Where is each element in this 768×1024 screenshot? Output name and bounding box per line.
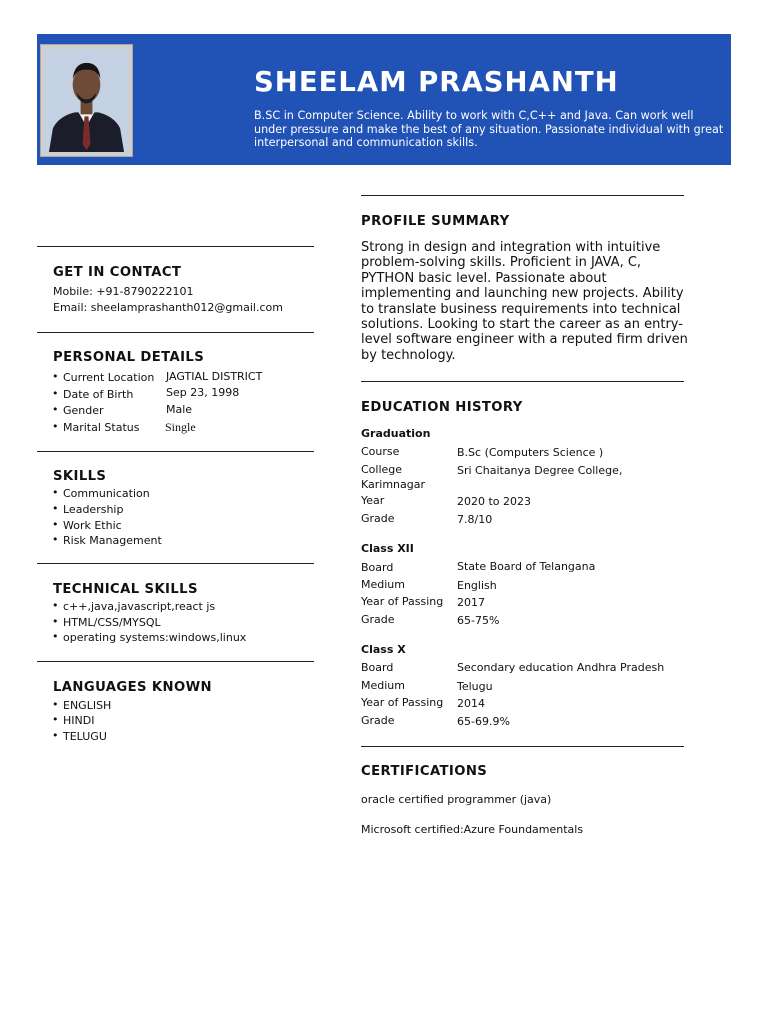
personal-heading: PERSONAL DETAILS — [53, 350, 205, 365]
personal-label-gender: • Gender — [63, 404, 104, 417]
edu-label-grade: Grade — [361, 714, 395, 727]
edu-college-city: Karimnagar — [361, 478, 426, 491]
edu-value-medium: English — [457, 579, 497, 592]
class12-title: Class XII — [361, 542, 414, 555]
applicant-name: SHEELAM PRASHANTH — [254, 66, 619, 98]
contact-heading: GET IN CONTACT — [53, 265, 182, 280]
skill-item: • Work Ethic — [63, 519, 122, 532]
personal-value-dob: Sep 23, 1998 — [166, 386, 240, 399]
edu-value-college: Sri Chaitanya Degree College, — [457, 464, 623, 477]
edu-value-board: Secondary education Andhra Pradesh — [457, 661, 665, 674]
skill-item: • Communication — [63, 487, 150, 500]
personal-value-gender: Male — [166, 403, 193, 416]
technical-skill-item: • HTML/CSS/MYSQL — [63, 616, 161, 629]
technical-skill-item: • c++,java,javascript,react js — [63, 600, 215, 613]
edu-value-medium: Telugu — [457, 680, 493, 693]
class10-title: Class X — [361, 643, 406, 656]
divider — [37, 451, 314, 452]
divider — [37, 661, 314, 662]
contact-mobile: Mobile: +91-8790222101 — [53, 285, 194, 298]
certification-item: Microsoft certified:Azure Foundamentals — [361, 823, 584, 836]
divider — [37, 332, 314, 333]
edu-value-year: 2020 to 2023 — [457, 495, 532, 508]
edu-label-year-passing: Year of Passing — [361, 595, 444, 608]
edu-label-medium: Medium — [361, 679, 405, 692]
skill-item: • Leadership — [63, 503, 123, 516]
edu-value-year-passing: 2017 — [457, 596, 485, 609]
personal-label-location: • Current Location — [63, 371, 154, 384]
technical-skill-item: • operating systems:windows,linux — [63, 631, 246, 644]
education-heading: EDUCATION HISTORY — [361, 400, 523, 415]
certifications-heading: CERTIFICATIONS — [361, 764, 488, 779]
divider — [37, 563, 314, 564]
divider — [361, 381, 684, 382]
edu-value-course: B.Sc (Computers Science ) — [457, 446, 604, 459]
personal-label-marital: • Marital Status — [63, 421, 139, 434]
person-portrait-icon — [45, 49, 128, 152]
edu-label-year: Year — [361, 494, 385, 507]
skills-heading: SKILLS — [53, 469, 107, 484]
divider — [361, 195, 684, 196]
contact-email: Email: sheelamprashanth012@gmail.com — [53, 301, 283, 314]
profile-photo — [40, 44, 133, 157]
avatar — [45, 49, 128, 152]
skill-item: • Risk Management — [63, 534, 162, 547]
profile-summary-text: Strong in design and integration with intuitive problem-solving skills. Proficient in JAVA, C, PYTHON basic level. Passionate about implementing and launching new projects. Ability to translate business requirements into technical solutions. Looking to start the career as an entry-level software engineer with a reputed firm driven by technology. — [361, 240, 688, 363]
personal-value-location: JAGTIAL DISTRICT — [166, 370, 263, 383]
language-item: • ENGLISH — [63, 699, 111, 712]
resume-header — [37, 34, 731, 165]
edu-value-grade: 65-75% — [457, 614, 500, 627]
divider — [37, 246, 314, 247]
edu-label-college: College — [361, 463, 403, 476]
graduation-title: Graduation — [361, 427, 431, 440]
edu-label-board: Board — [361, 661, 394, 674]
languages-heading: LANGUAGES KNOWN — [53, 680, 212, 695]
edu-value-board: State Board of Telangana — [457, 560, 596, 573]
edu-label-grade: Grade — [361, 512, 395, 525]
edu-label-grade: Grade — [361, 613, 395, 626]
personal-label-dob: • Date of Birth — [63, 388, 133, 401]
certification-item: oracle certified programmer (java) — [361, 793, 552, 806]
edu-value-year-passing: 2014 — [457, 697, 485, 710]
edu-label-board: Board — [361, 561, 394, 574]
profile-summary-heading: PROFILE SUMMARY — [361, 214, 510, 229]
edu-value-grade: 65-69.9% — [457, 715, 510, 728]
edu-label-year-passing: Year of Passing — [361, 696, 444, 709]
edu-label-medium: Medium — [361, 578, 405, 591]
divider — [361, 746, 684, 747]
personal-value-marital: Single — [165, 420, 196, 434]
language-item: • HINDI — [63, 714, 94, 727]
edu-value-grade: 7.8/10 — [457, 513, 493, 526]
technical-skills-heading: TECHNICAL SKILLS — [53, 582, 198, 597]
header-tagline: B.SC in Computer Science. Ability to work with C,C++ and Java. Can work well under pressure and make the best of any situation. Passionate individual with great interpersonal and communication skills. — [254, 109, 724, 149]
edu-label-course: Course — [361, 445, 400, 458]
language-item: • TELUGU — [63, 730, 107, 743]
